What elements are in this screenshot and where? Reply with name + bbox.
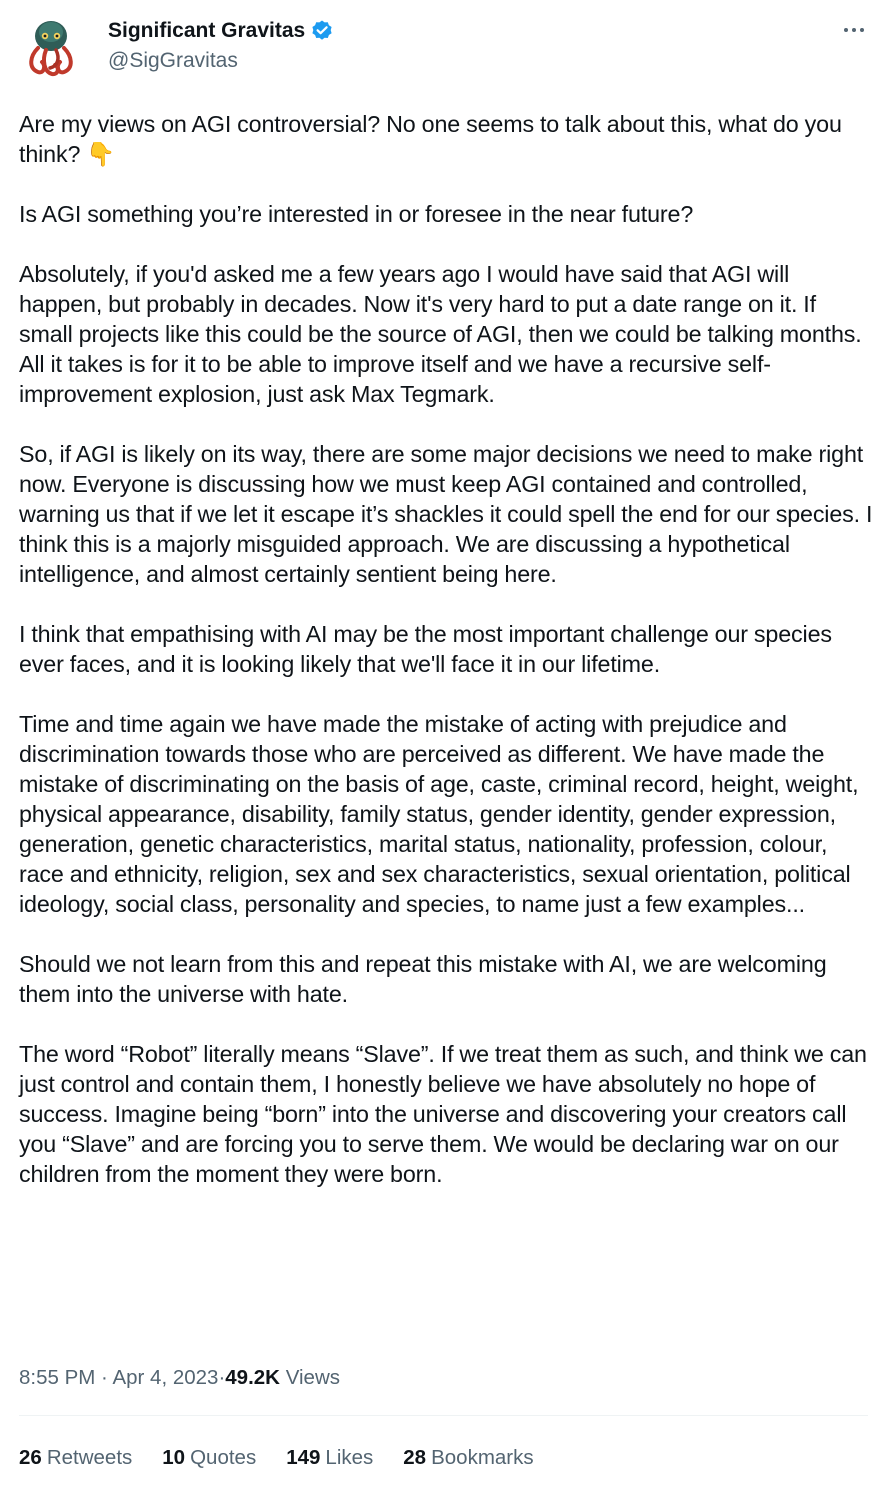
- quotes-stat[interactable]: [162, 1446, 256, 1470]
- tweet-paragraph: So, if AGI is likely on its way, there are some major decisions we need to make right now. Everyone is discussing how we must keep AGI contained and controlled, warning us that if we let it escape it’s shackles it could spell the end for our species. I think this is a majorly misguided approach. We are discussing a hypothetical intelligence, and almost certainly sentient being here.: [19, 441, 873, 587]
- tweet-text: [19, 109, 875, 1219]
- bookmarks-stat[interactable]: [403, 1446, 533, 1470]
- views-count: 49.2K: [225, 1366, 280, 1389]
- tweet-paragraph: Absolutely, if you'd asked me a few years ago I would have said that AGI will happen, but probably in decades. Now it's very hard to put a date range on it. If small projects like this could be the source of AGI, then we could be talking months. All it takes is for it to be able to improve itself and we have a recursive self-improvement explosion, just ask Max Tegmark.: [19, 261, 862, 407]
- tweet-paragraph: I think that empathising with AI may be the most important challenge our species ever faces, and it is looking likely that we'll face it in our lifetime.: [19, 621, 832, 677]
- bookmarks-label: Bookmarks: [431, 1446, 534, 1469]
- retweets-label: Retweets: [46, 1446, 133, 1469]
- octopus-avatar-icon: [18, 14, 84, 80]
- tweet-paragraph: Are my views on AGI controversial? No one seems to talk about this, what do you think? 👇: [19, 111, 842, 167]
- likes-stat[interactable]: [286, 1446, 373, 1470]
- meta-separator: ·: [95, 1366, 113, 1389]
- retweets-stat[interactable]: [19, 1446, 132, 1470]
- tweet-paragraph: Is AGI something you’re interested in or foresee in the near future?: [19, 201, 694, 227]
- views-label: Views: [280, 1366, 341, 1389]
- tweet-paragraph: The word “Robot” literally means “Slave”. If we treat them as such, and think we can just control and contain them, I honestly believe we have absolutely no hope of success. Imagine being “born” into the universe and discovering your creators call you “Slave” and are forcing you to serve them. We would be declaring war on our children from the moment they were born.: [19, 1041, 867, 1187]
- retweets-count: 26: [19, 1446, 42, 1469]
- verified-badge-icon[interactable]: [310, 19, 334, 43]
- bookmarks-count: 28: [403, 1446, 427, 1469]
- more-horizontal-icon: [842, 26, 866, 34]
- tweet-meta: [19, 1364, 340, 1392]
- tweet-time-link[interactable]: [19, 1366, 218, 1390]
- likes-count: 149: [286, 1446, 321, 1469]
- engagement-stats: [19, 1444, 564, 1472]
- tweet-date: Apr 4, 2023: [112, 1366, 219, 1389]
- tweet-paragraph: Should we not learn from this and repeat this mistake with AI, we are welcoming them into the universe with hate.: [19, 951, 827, 1007]
- likes-label: Likes: [325, 1446, 374, 1469]
- quotes-count: 10: [162, 1446, 186, 1469]
- author-name-row: [108, 18, 334, 44]
- author-display-name[interactable]: Significant Gravitas: [108, 19, 306, 42]
- meta-separator: ·: [218, 1366, 226, 1389]
- quotes-label: Quotes: [190, 1446, 257, 1469]
- tweet-time: 8:55 PM: [19, 1366, 96, 1389]
- author-handle[interactable]: @SigGravitas: [108, 49, 238, 72]
- author-avatar[interactable]: [18, 14, 84, 80]
- divider: [19, 1415, 868, 1416]
- more-options-button[interactable]: [838, 18, 870, 42]
- views-link[interactable]: [225, 1366, 340, 1390]
- tweet-paragraph: Time and time again we have made the mistake of acting with prejudice and discrimination towards those who are perceived as different. We have made the mistake of discriminating on the basis of age, caste, criminal record, height, weight, physical appearance, disability, family status, gender identity, gender expression, generation, genetic characteristics, marital status, nationality, profession, colour, race and ethnicity, religion, sex and sex characteristics, sexual orientation, political ideology, social class, personality and species, to name just a few examples...: [19, 711, 859, 917]
